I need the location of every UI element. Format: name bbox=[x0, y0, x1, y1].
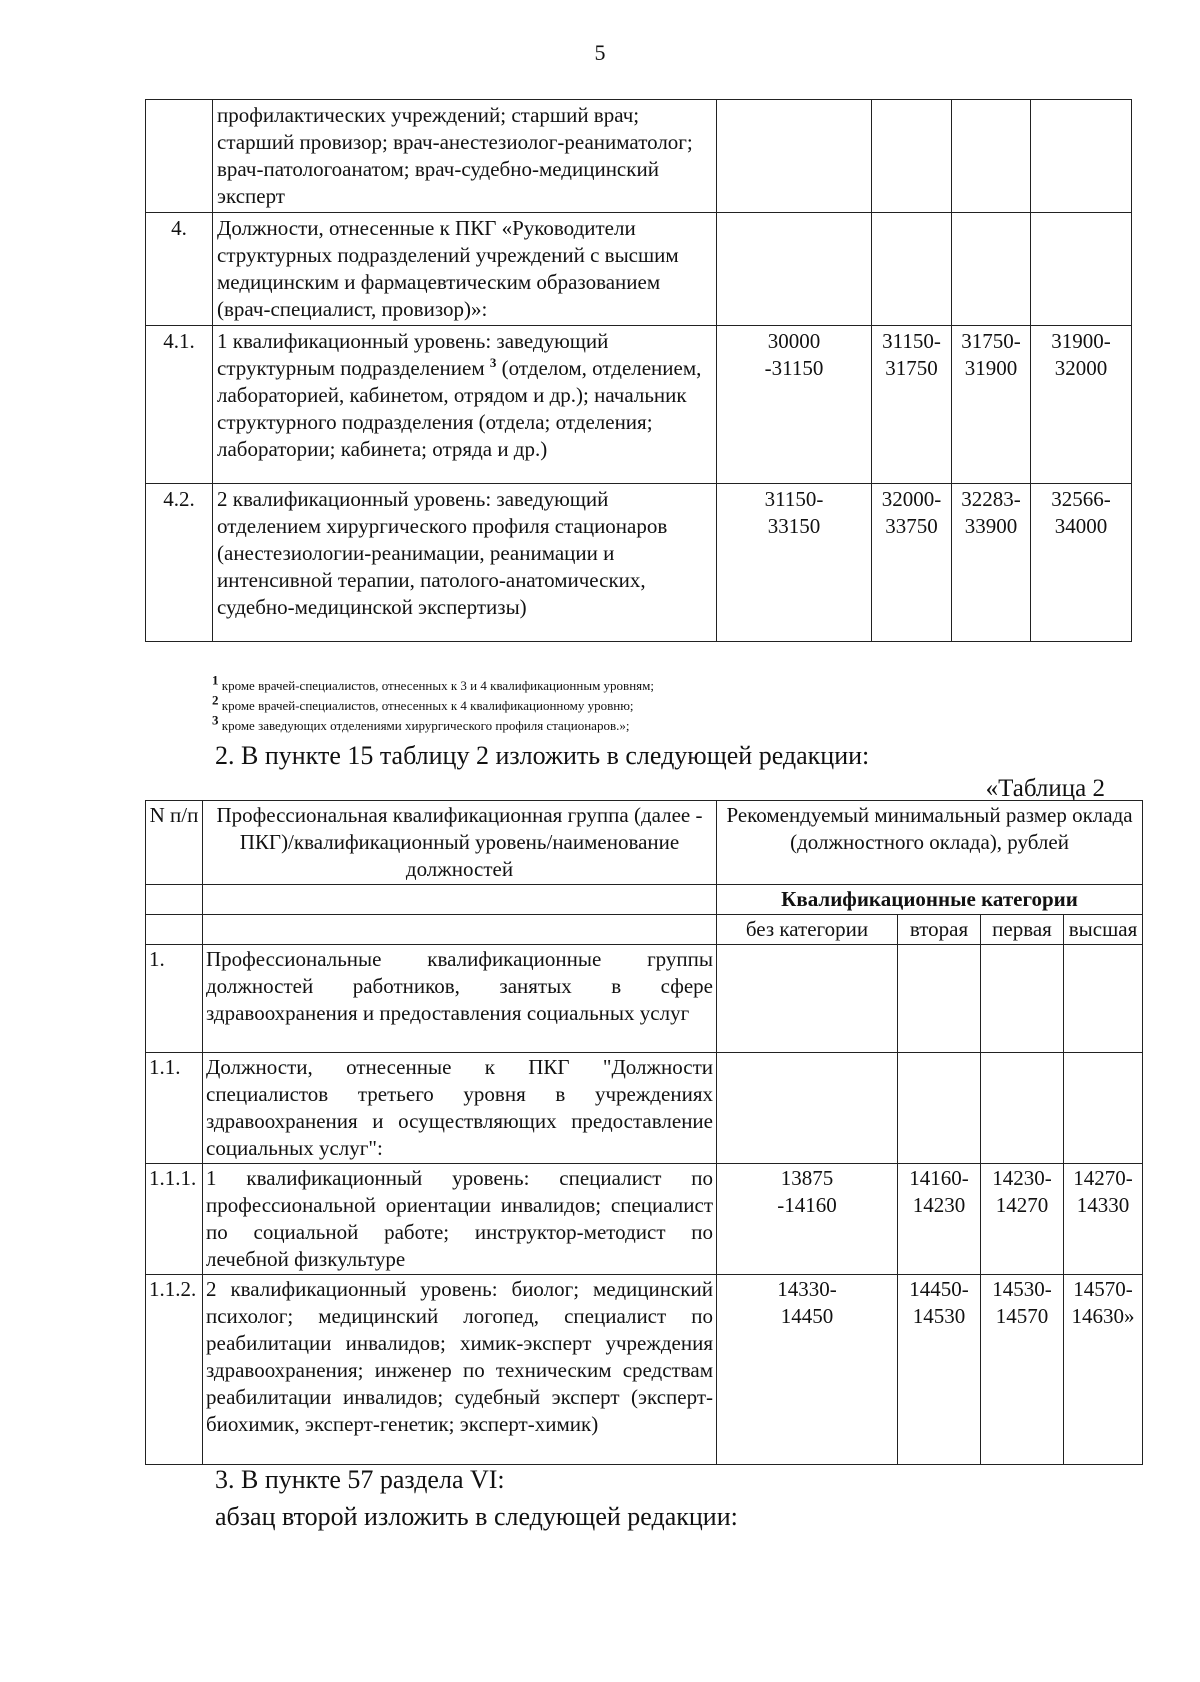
row-text: Должности, отнесенные к ПКГ «Руководители структурных подразделений учреждений с высшим медицинским и фармацевтическим образованием (врач-специалист, провизор)»: bbox=[213, 213, 717, 326]
row-number: 4. bbox=[146, 213, 213, 326]
table-row bbox=[146, 213, 1132, 326]
footnotes bbox=[212, 672, 654, 736]
page-number: 5 bbox=[594, 40, 606, 65]
salary-first: 31750- 31900 bbox=[952, 326, 1031, 484]
header-salary: Рекомендуемый минимальный размер оклада (должностного оклада), рублей bbox=[717, 801, 1143, 885]
header-group: Профессиональная квалификационная группа (далее - ПКГ)/квалификационный уровень/наименование должностей bbox=[203, 801, 717, 885]
footnote: 2 кроме врачей-специалистов, отнесенных к 4 квалификационному уровню; bbox=[212, 692, 634, 713]
footnote: 3 кроме заведующих отделениями хирургического профиля стационаров.»; bbox=[212, 712, 630, 733]
row-number: 1.1. bbox=[146, 1053, 203, 1164]
table-header-row bbox=[146, 915, 1143, 945]
table-row bbox=[146, 1275, 1143, 1465]
salary-second: 31150- 31750 bbox=[872, 326, 952, 484]
table-2 bbox=[145, 800, 1143, 1465]
salary-second: 32000- 33750 bbox=[872, 484, 952, 642]
salary-none: 31150- 33150 bbox=[717, 484, 872, 642]
row-text: Профессиональные квалификационные группы должностей работников, занятых в сфере здравоохранения и предоставления социальных услуг bbox=[203, 945, 717, 1053]
row-text: 1 квалификационный уровень: заведующий структурным подразделением $^3$ (отделом, отделением, лабораторией, кабинетом, отрядом и др.); начальник структурного подразделения (отдела; отделения; лаборатории; кабинета; отряда и др.) bbox=[213, 326, 717, 484]
salary-highest: 32566- 34000 bbox=[1031, 484, 1132, 642]
table-row bbox=[146, 1164, 1143, 1275]
row-number: 1.1.1. bbox=[146, 1164, 203, 1275]
table-continuation bbox=[145, 99, 1132, 642]
table-header-row bbox=[146, 801, 1143, 885]
header-cat-first: первая bbox=[981, 915, 1064, 945]
header-categories: Квалификационные категории bbox=[717, 885, 1143, 915]
salary-first: 14530- 14570 bbox=[981, 1275, 1064, 1465]
table-row bbox=[146, 326, 1132, 484]
table-row bbox=[146, 945, 1143, 1053]
row-number: 4.2. bbox=[146, 484, 213, 642]
header-num: N п/п bbox=[146, 801, 203, 885]
salary-highest: 31900- 32000 bbox=[1031, 326, 1132, 484]
salary-second: 14450- 14530 bbox=[898, 1275, 981, 1465]
row-number: 4.1. bbox=[146, 326, 213, 484]
header-cat-highest: высшая bbox=[1064, 915, 1143, 945]
paragraph-2: 2. В пункте 15 таблицу 2 изложить в следующей редакции: bbox=[215, 741, 870, 770]
salary-none: 14330- 14450 bbox=[717, 1275, 898, 1465]
table-header-row bbox=[146, 885, 1143, 915]
salary-none: 13875 -14160 bbox=[717, 1164, 898, 1275]
row-text: профилактических учреждений; старший врач; старший провизор; врач-анестезиолог-реаниматолог; врач-патологоанатом; врач-судебно-медицинский эксперт bbox=[213, 100, 717, 213]
footnote: 1 кроме врачей-специалистов, отнесенных к 3 и 4 квалификационным уровням; bbox=[212, 672, 654, 693]
paragraph-3-line-2: абзац второй изложить в следующей редакции: bbox=[215, 1502, 738, 1531]
salary-highest: 14270- 14330 bbox=[1064, 1164, 1143, 1275]
table-row bbox=[146, 484, 1132, 642]
row-text: 2 квалификационный уровень: заведующий отделением хирургического профиля стационаров (анестезиологии-реанимации, реанимации и интенсивной терапии, патолого-анатомических, судебно-медицинской экспертизы) bbox=[213, 484, 717, 642]
row-text: 2 квалификационный уровень: биолог; медицинский психолог; медицинский логопед, специалист по реабилитации инвалидов; химик-эксперт учреждения здравоохранения; инженер по техническим средствам реабилитации инвалидов; судебный эксперт (эксперт-биохимик, эксперт-генетик; эксперт-химик) bbox=[203, 1275, 717, 1465]
table-row bbox=[146, 1053, 1143, 1164]
salary-first: 14230- 14270 bbox=[981, 1164, 1064, 1275]
table-row bbox=[146, 100, 1132, 213]
row-text: 1 квалификационный уровень: специалист по профессиональной ориентации инвалидов; специалист по социальной работе; инструктор-методист по лечебной физкультуре bbox=[203, 1164, 717, 1275]
row-number bbox=[146, 100, 213, 213]
header-cat-second: вторая bbox=[898, 915, 981, 945]
salary-none: 30000 -31150 bbox=[717, 326, 872, 484]
row-text: Должности, отнесенные к ПКГ "Должности специалистов третьего уровня в учреждениях здравоохранения и осуществляющих предоставление социальных услуг": bbox=[203, 1053, 717, 1164]
row-number: 1. bbox=[146, 945, 203, 1053]
paragraph-3: 3. В пункте 57 раздела VI: bbox=[215, 1465, 505, 1494]
header-cat-none: без категории bbox=[717, 915, 898, 945]
salary-second: 14160- 14230 bbox=[898, 1164, 981, 1275]
salary-first: 32283- 33900 bbox=[952, 484, 1031, 642]
salary-highest: 14570- 14630» bbox=[1064, 1275, 1143, 1465]
row-number: 1.1.2. bbox=[146, 1275, 203, 1465]
table-2-caption: «Таблица 2 bbox=[985, 775, 1105, 802]
